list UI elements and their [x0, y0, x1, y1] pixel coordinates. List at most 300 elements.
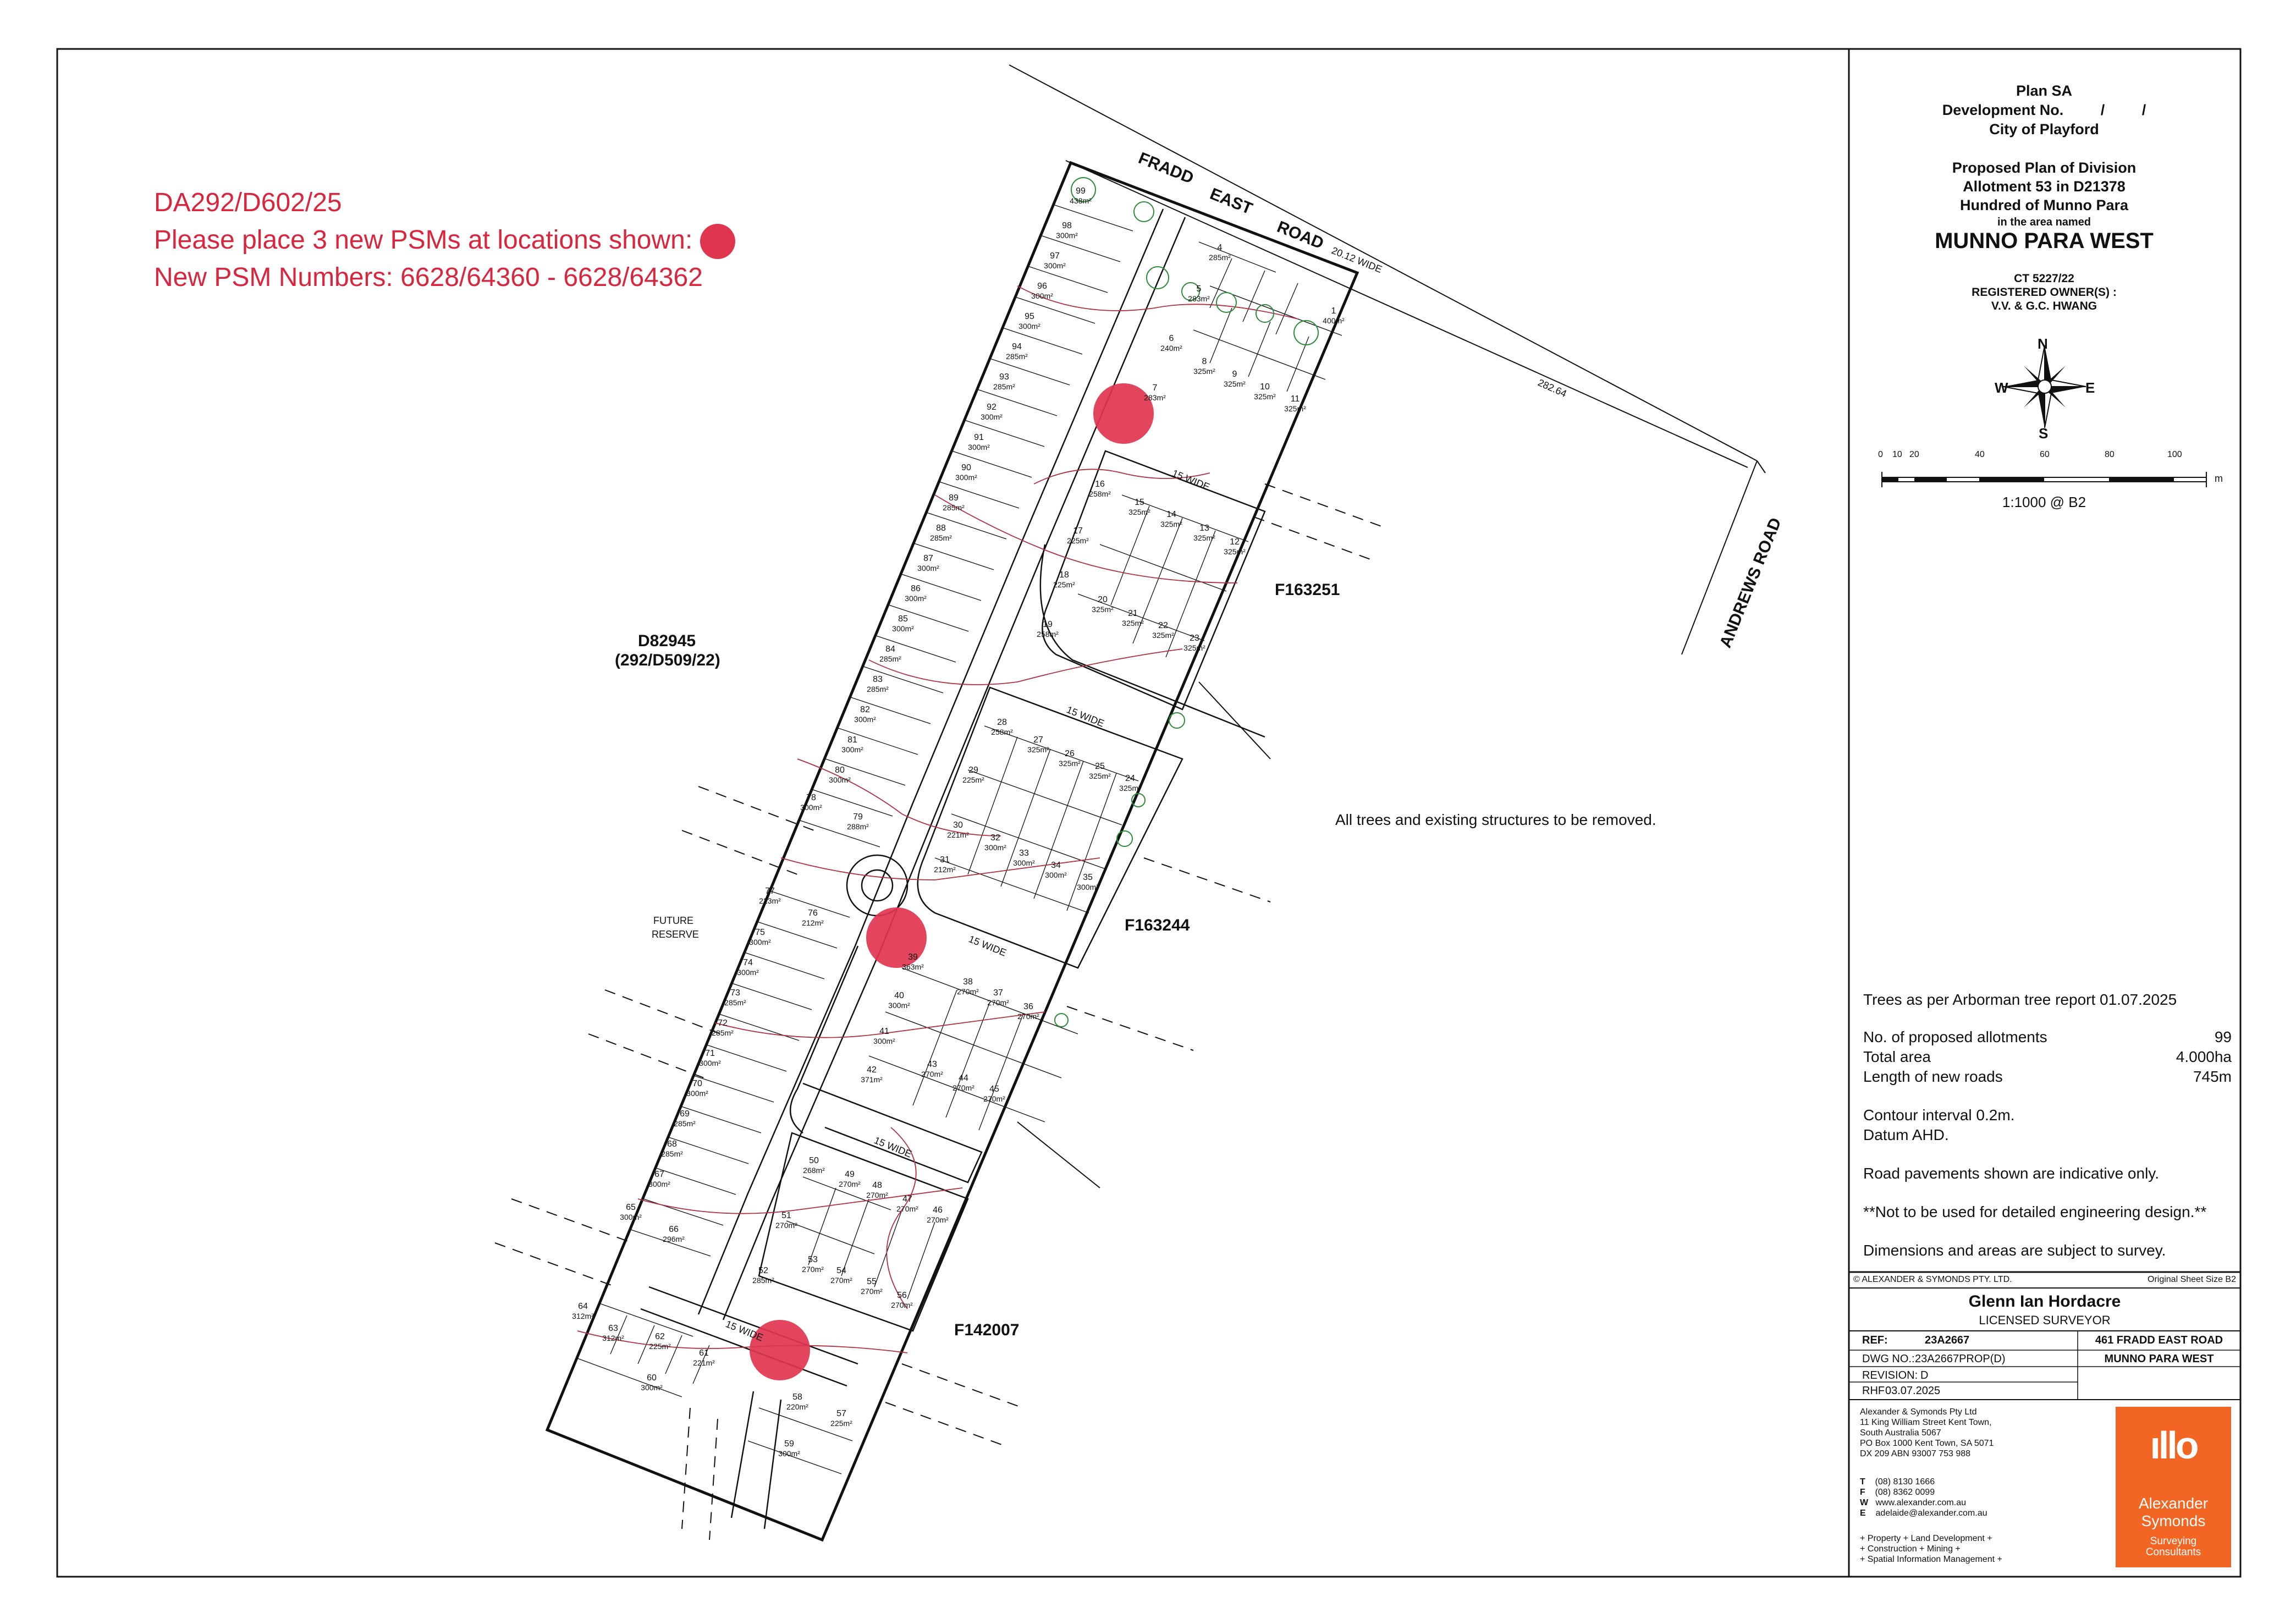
allotment-number: 23	[1190, 634, 1199, 643]
allotment-area: 300m²	[1044, 261, 1066, 270]
allotment-area: 268m²	[803, 1166, 825, 1175]
allotment-number: 86	[911, 584, 921, 593]
allotment-area: 270m²	[952, 1083, 974, 1092]
development-no: Development No. / /	[1942, 102, 2146, 118]
allotment-number: 90	[961, 463, 971, 472]
allotment-number: 12	[1230, 537, 1240, 547]
company-fax: (08) 8362 0099	[1875, 1488, 1935, 1497]
allotment-number: 42	[867, 1065, 877, 1075]
allotment-number: 37	[993, 988, 1003, 998]
proposed-plan: Proposed Plan of Division	[1952, 159, 2137, 176]
sheet-size: Original Sheet Size B2	[2148, 1275, 2236, 1284]
stat-label: No. of proposed allotments	[1863, 1028, 2047, 1045]
allotment-number: 18	[1059, 570, 1069, 580]
allotment-area: 220m²	[786, 1402, 808, 1411]
allotment-area: 285m²	[724, 998, 746, 1007]
allotment-number: 41	[879, 1027, 889, 1036]
tree-icon	[1055, 178, 1318, 1027]
allotment-number: 15	[1135, 498, 1144, 507]
owners-label: REGISTERED OWNER(S) :	[1972, 286, 2117, 299]
allotment-area: 240m²	[1160, 344, 1182, 353]
allotment-area: 300m²	[686, 1089, 708, 1098]
allotment-area: 363m²	[902, 962, 924, 971]
allotment-number: 38	[963, 977, 973, 987]
allotment-area: 285m²	[943, 503, 965, 512]
dimensions-note: Dimensions and areas are subject to survey.	[1863, 1242, 2166, 1259]
allotment-area: 300m²	[955, 473, 977, 482]
engineering-note: **Not to be used for detailed engineering design.**	[1863, 1203, 2207, 1220]
scale-tick: 0	[1878, 450, 1883, 459]
road-width-label: 15 WIDE	[1170, 467, 1212, 493]
allotment-area: 285m²	[1209, 253, 1231, 262]
allotment-number: 95	[1025, 312, 1034, 321]
allotment-area: 325m²	[1059, 759, 1081, 768]
allotment-area: 221m²	[693, 1358, 715, 1367]
company-contacts: T (08) 8130 1666 F (08) 8362 0099 W www.alexander.com.au E adelaide@alexander.com.au	[1860, 1477, 1987, 1518]
allotment-area: 300m²	[699, 1059, 721, 1067]
allotment-area: 300m²	[1013, 858, 1035, 867]
allotment-number: 82	[860, 705, 870, 714]
allotment-area: 300m²	[829, 775, 851, 784]
arborman-note: Trees as per Arborman tree report 01.07.2025	[1863, 991, 2177, 1008]
allotment-area: 270m²	[957, 987, 979, 996]
allotment-number: 14	[1166, 510, 1176, 519]
copyright: © ALEXANDER & SYMONDS PTY. LTD.	[1853, 1275, 2012, 1284]
contour-lines	[577, 286, 1298, 1353]
allotment-area: 270m²	[983, 1094, 1005, 1103]
road-width-label: 15 WIDE	[872, 1135, 913, 1160]
trees-removal-note: All trees and existing structures to be removed.	[1335, 811, 1656, 828]
allotment-number: 19	[1043, 620, 1053, 629]
allotment-number: 70	[692, 1079, 702, 1088]
allotment-lines	[577, 205, 1342, 1474]
allotment-area: 270m²	[891, 1301, 913, 1309]
allotment-number: 61	[699, 1348, 709, 1358]
revision-label: REVISION:	[1862, 1369, 1918, 1381]
allotment-number: 22	[1158, 621, 1168, 630]
allotment-area: 285m²	[661, 1149, 683, 1158]
allotment-number: 76	[808, 909, 818, 918]
address-line-2: MUNNO PARA WEST	[2104, 1353, 2214, 1365]
allotment-area: 285m²	[1006, 352, 1028, 361]
company-addr-4: DX 209 ABN 93007 753 988	[1860, 1449, 1971, 1458]
allotment-number: 50	[809, 1156, 819, 1165]
allotment-area: 283m²	[1188, 294, 1210, 303]
allotment-number: 59	[784, 1439, 794, 1449]
surveyor-name: Glenn Ian Hordacre	[1968, 1292, 2121, 1311]
allotment-area: 325m²	[1193, 533, 1215, 542]
road-width-label: 15 WIDE	[967, 933, 1008, 959]
company-web: www.alexander.com.au	[1875, 1498, 1966, 1507]
allotment-number: 44	[959, 1074, 968, 1083]
allotment-area: 300m²	[888, 1001, 910, 1010]
allotment-number: 81	[847, 735, 857, 745]
allotment-area: 212m²	[934, 865, 956, 874]
stat-value: 99	[2214, 1028, 2232, 1045]
allotment-area: 300m²	[800, 803, 822, 812]
company-addr-1: 11 King William Street Kent Town,	[1860, 1418, 1992, 1427]
allotment-area: 212m²	[802, 918, 824, 927]
psm-marker-icon	[700, 224, 735, 259]
allotment-area: 300m²	[641, 1383, 663, 1392]
adjacent-boundary-lines	[495, 484, 1386, 1540]
allotment-number: 79	[853, 812, 863, 822]
allotment-number: 25	[1095, 762, 1105, 771]
allotment-number: 85	[898, 614, 908, 624]
allotment-area: 400m²	[1323, 316, 1345, 325]
allotment-area: 285m²	[867, 685, 889, 693]
allotment-number: 60	[647, 1373, 657, 1383]
allotment-area: 300m²	[749, 938, 771, 946]
allotment-area: 325m²	[1119, 784, 1141, 792]
allotment-area: 258m²	[1089, 489, 1111, 498]
logo-text-1: Alexander	[2138, 1495, 2209, 1512]
allotment-number: 89	[949, 493, 959, 503]
company-addr-3: PO Box 1000 Kent Town, SA 5071	[1860, 1439, 1994, 1448]
revision-value: D	[1920, 1369, 1929, 1381]
scale-tick: 40	[1975, 450, 1985, 459]
allotment-area: 325m²	[1152, 631, 1174, 640]
allotment-number: 55	[867, 1277, 877, 1286]
allotment-area: 300m²	[648, 1180, 670, 1188]
compass-w: W	[1995, 379, 2008, 396]
allotment: Allotment 53 in D21378	[1963, 178, 2126, 195]
plan-sa: Plan SA	[2016, 82, 2073, 99]
allotment-area: 300m²	[1045, 871, 1067, 879]
logo-text-2: Symonds	[2141, 1512, 2206, 1529]
plan-notes	[1863, 990, 2232, 1260]
allotment-number: 1	[1331, 306, 1336, 316]
allotment-number: 54	[836, 1266, 846, 1275]
allotment-number: 74	[743, 958, 753, 967]
allotment-number: 92	[987, 403, 996, 412]
scale-tick: 10	[1892, 450, 1902, 459]
allotment-number: 97	[1050, 251, 1060, 261]
allotment-number: 36	[1023, 1002, 1033, 1011]
annotation-line-3: New PSM Numbers: 6628/64360 - 6628/64362	[154, 263, 703, 293]
allotment-area: 325m²	[1224, 547, 1246, 556]
allotment-area: 438m²	[1070, 196, 1092, 205]
company-phone: (08) 8130 1666	[1875, 1477, 1935, 1487]
allotment-number: 93	[999, 372, 1009, 382]
allotment-number: 28	[997, 718, 1007, 727]
allotment-number: 21	[1128, 609, 1138, 618]
allotment-number: 84	[885, 645, 895, 654]
allotment-number: 45	[989, 1084, 999, 1094]
allotment-area: 300m²	[737, 968, 759, 977]
scale-tick: 80	[2105, 450, 2115, 459]
allotment-area: 300m²	[1018, 322, 1040, 331]
allotment-number: 6	[1169, 334, 1174, 343]
dimension-label: 282.64	[1536, 377, 1568, 400]
allotment-number: 52	[758, 1266, 768, 1275]
allotment-number: 27	[1033, 735, 1043, 745]
allotment-area: 258m²	[1037, 630, 1059, 638]
allotment-area: 270m²	[1017, 1012, 1039, 1021]
allotment-area: 300m²	[1031, 291, 1053, 300]
compass-s: S	[2039, 425, 2049, 442]
compass-e: E	[2085, 379, 2095, 396]
logo-text-3: Surveying Consultants	[2145, 1535, 2201, 1558]
dwg-value: 23A2667PROP(D)	[1915, 1353, 2006, 1365]
services-line-1: + Property + Land Development +	[1860, 1534, 1992, 1543]
ct-number: CT 5227/22	[2014, 272, 2074, 285]
allotment-number: 69	[680, 1109, 690, 1119]
allotment-area: 300m²	[1077, 883, 1099, 891]
allotment-area: 325m²	[1128, 508, 1150, 516]
stat-row	[1863, 1047, 2232, 1067]
owners: V.V. & G.C. HWANG	[1991, 300, 2097, 312]
allotment-area: 288m²	[847, 822, 869, 831]
allotment-area: 285m²	[879, 654, 901, 663]
allotment-number: 17	[1073, 526, 1083, 536]
allotment-number: 58	[792, 1392, 802, 1402]
north-arrow-icon	[2003, 345, 2086, 428]
allotment-number: 94	[1012, 342, 1022, 351]
allotment-number: 83	[873, 675, 883, 684]
stat-row	[1863, 1027, 2232, 1047]
allotment-number: 64	[578, 1302, 588, 1311]
allotment-number: 29	[968, 766, 978, 775]
dwg-label: DWG NO.:	[1862, 1353, 1915, 1365]
allotment-number: 66	[669, 1225, 679, 1234]
stat-label: Length of new roads	[1863, 1068, 2003, 1085]
allotment-area: 225m²	[1067, 536, 1089, 545]
hundred: Hundred of Munno Para	[1960, 197, 2128, 213]
allotment-area: 270m²	[802, 1265, 824, 1274]
company-addr-2: South Australia 5067	[1860, 1428, 1941, 1438]
allotment-number: 11	[1290, 394, 1300, 404]
allotment-number: 49	[845, 1170, 855, 1179]
allotment-number: 65	[626, 1203, 636, 1212]
allotment-area: 270m²	[830, 1276, 852, 1285]
road-label-fradd: FRADD	[1136, 148, 1197, 188]
allotment-area: 270m²	[927, 1215, 949, 1224]
allotment-area: 300m²	[917, 564, 939, 572]
allotment-number: 40	[894, 991, 904, 1000]
allotment-number: 5	[1196, 284, 1202, 294]
rhf-label: RHF	[1862, 1385, 1885, 1397]
allotment-area: 283m²	[1144, 393, 1166, 402]
allotment-area: 225m²	[830, 1419, 852, 1428]
scale-tick: 60	[2040, 450, 2050, 459]
area-name: MUNNO PARA WEST	[1935, 229, 2154, 253]
allotment-number: 46	[933, 1205, 943, 1215]
in-area: in the area named	[1997, 216, 2091, 228]
allotment-area: 270m²	[866, 1191, 888, 1199]
allotment-area: 325m²	[1092, 605, 1114, 614]
allotment-area: 325m²	[1027, 745, 1049, 754]
allotment-number: 99	[1076, 186, 1086, 196]
scale-ratio: 1:1000 @ B2	[2002, 494, 2086, 510]
allotment-number: 16	[1095, 480, 1105, 489]
compass-n: N	[2038, 335, 2048, 352]
parcel-d82945: D82945	[638, 632, 696, 650]
allotment-number: 35	[1083, 873, 1093, 882]
allotment-area: 270m²	[896, 1204, 918, 1213]
allotment-area: 285m²	[993, 382, 1015, 391]
ref-label: REF:	[1862, 1334, 1888, 1346]
ref-value: 23A2667	[1925, 1334, 1970, 1346]
allotment-area: 270m²	[775, 1221, 797, 1230]
allotment-area: 325m²	[1183, 643, 1205, 652]
existing-boundary-lines	[1017, 682, 1270, 1188]
allotment-area: 285m²	[674, 1119, 696, 1128]
rhf-value: 03.07.2025	[1885, 1385, 1941, 1397]
services-line-3: + Spatial Information Management +	[1860, 1555, 2002, 1564]
allotment-number: 87	[923, 554, 933, 563]
annotation-line-1: DA292/D602/25	[154, 188, 342, 217]
road-width-label: 15 WIDE	[1065, 704, 1106, 729]
stat-value: 4.000ha	[2176, 1048, 2232, 1065]
psm-marker	[750, 1320, 810, 1380]
allotment-area: 270m²	[861, 1287, 883, 1296]
parcel-f163244: F163244	[1125, 916, 1190, 934]
allotment-area: 300m²	[1056, 231, 1078, 240]
psm-marker	[1093, 383, 1154, 444]
allotment-area: 325m²	[1254, 392, 1276, 401]
allotment-area: 225m²	[649, 1342, 671, 1351]
allotment-area: 300m²	[968, 443, 990, 452]
allotment-number: 4	[1217, 243, 1223, 252]
allotment-number: 9	[1232, 370, 1237, 379]
allotment-area: 225m²	[962, 775, 984, 784]
allotment-number: 78	[806, 793, 816, 802]
allotment-number: 20	[1098, 595, 1108, 604]
stat-value: 745m	[2193, 1068, 2232, 1085]
allotment-area: 296m²	[663, 1235, 685, 1243]
allotment-area: 300m²	[620, 1213, 642, 1221]
surveyor-title: LICENSED SURVEYOR	[1979, 1313, 2111, 1327]
allotment-number: 63	[608, 1324, 618, 1333]
allotment-area: 325m²	[1284, 404, 1306, 413]
allotment-number: 48	[872, 1181, 882, 1190]
company-services	[1860, 1533, 2002, 1565]
allotment-number: 91	[974, 433, 984, 442]
pavement-note: Road pavements shown are indicative only.	[1863, 1165, 2160, 1182]
allotment-area: 223m²	[759, 896, 781, 905]
scale-bar	[1882, 472, 2206, 487]
allotment-number: 39	[908, 953, 918, 962]
allotment-area: 325m²	[1160, 520, 1182, 529]
future-reserve-label: RESERVE	[652, 929, 699, 940]
scale-tick: 20	[1909, 450, 1919, 459]
allotment-area: 300m²	[892, 624, 914, 633]
parcel-f142007: F142007	[954, 1321, 1020, 1339]
future-reserve-label: FUTURE	[653, 915, 693, 926]
annotation-line-2-text: Please place 3 new PSMs at locations shown:	[154, 225, 693, 255]
parcel-f163251: F163251	[1275, 581, 1340, 599]
datum-note: Datum AHD.	[1863, 1126, 1949, 1143]
psm-annotation	[154, 184, 735, 296]
allotment-area: 325m²	[1089, 772, 1111, 780]
allotment-number: 72	[718, 1019, 728, 1028]
allotment-number: 75	[755, 928, 765, 937]
allotment-number: 68	[667, 1139, 677, 1149]
allotment-number: 30	[953, 821, 963, 830]
road-width-label: 15 WIDE	[724, 1318, 765, 1344]
allotment-number: 13	[1199, 524, 1209, 533]
allotment-area: 285m²	[752, 1276, 774, 1285]
allotment-area: 325m²	[1193, 367, 1215, 376]
council: City of Playford	[1989, 121, 2099, 137]
allotment-number: 34	[1051, 861, 1061, 870]
services-line-2: + Construction + Mining +	[1860, 1544, 1961, 1554]
stat-row	[1863, 1067, 2232, 1087]
scale-unit: m	[2215, 473, 2223, 484]
allotment-number: 98	[1062, 221, 1072, 230]
allotment-number: 24	[1125, 774, 1135, 783]
allotment-number: 71	[705, 1049, 715, 1058]
allotment-area: 285m²	[712, 1028, 734, 1037]
allotment-number: 43	[927, 1060, 937, 1069]
allotment-number: 10	[1260, 382, 1270, 392]
allotment-area: 300m²	[981, 412, 1003, 421]
allotment-number: 47	[902, 1194, 912, 1204]
allotment-number: 7	[1152, 383, 1158, 393]
allotment-number: 80	[835, 766, 845, 775]
address-line-1: 461 FRADD EAST ROAD	[2095, 1334, 2223, 1346]
contour-note: Contour interval 0.2m.	[1863, 1106, 2015, 1124]
allotment-area: 300m²	[854, 715, 876, 724]
allotment-area: 300m²	[873, 1037, 895, 1045]
allotment-area: 221m²	[947, 830, 969, 839]
allotment-area: 312m²	[572, 1312, 594, 1320]
allotment-number: 96	[1037, 282, 1047, 291]
allotment-number: 32	[990, 833, 1000, 843]
allotment-number: 62	[655, 1332, 665, 1341]
allotment-number: 51	[781, 1211, 791, 1220]
logo-mark-icon: ıllo	[2150, 1424, 2197, 1467]
allotment-area: 270m²	[839, 1180, 861, 1188]
allotment-area: 300m²	[841, 745, 863, 754]
allotment-area: 371m²	[861, 1075, 883, 1084]
allotment-area: 300m²	[984, 843, 1006, 852]
company-logo	[2116, 1407, 2231, 1567]
allotment-number: 73	[730, 988, 740, 998]
road-width-label: 20.12 WIDE	[1330, 245, 1384, 276]
allotment-area: 300m²	[905, 594, 927, 603]
allotment-number: 57	[836, 1409, 846, 1418]
allotment-labels	[572, 186, 1345, 1458]
road-label-andrews: ANDREWS ROAD	[1716, 515, 1785, 651]
company-address	[1860, 1407, 1994, 1459]
company-name: Alexander & Symonds Pty Ltd	[1860, 1407, 1977, 1417]
allotment-area: 312m²	[602, 1334, 624, 1342]
allotment-number: 33	[1019, 849, 1029, 858]
allotment-number: 53	[808, 1255, 818, 1264]
allotment-number: 77	[765, 887, 775, 896]
allotment-area: 225m²	[1053, 580, 1075, 589]
allotment-area: 300m²	[778, 1449, 800, 1458]
scale-tick: 100	[2167, 450, 2182, 459]
allotment-area: 285m²	[930, 533, 952, 542]
allotment-number: 31	[940, 855, 950, 865]
allotment-area: 270m²	[921, 1070, 943, 1078]
allotment-area: 258m²	[991, 728, 1013, 736]
annotation-line-2	[154, 222, 735, 259]
allotment-area: 270m²	[987, 998, 1009, 1007]
stat-label: Total area	[1863, 1048, 1931, 1065]
road-label-east: EAST	[1207, 184, 1255, 218]
road-label-road: ROAD	[1274, 217, 1326, 253]
road-frontage	[1009, 65, 1765, 654]
allotment-number: 67	[654, 1170, 664, 1179]
allotment-area: 325m²	[1122, 619, 1144, 627]
company-email: adelaide@alexander.com.au	[1875, 1509, 1987, 1518]
allotment-number: 56	[897, 1291, 907, 1300]
allotment-area: 325m²	[1224, 379, 1246, 388]
